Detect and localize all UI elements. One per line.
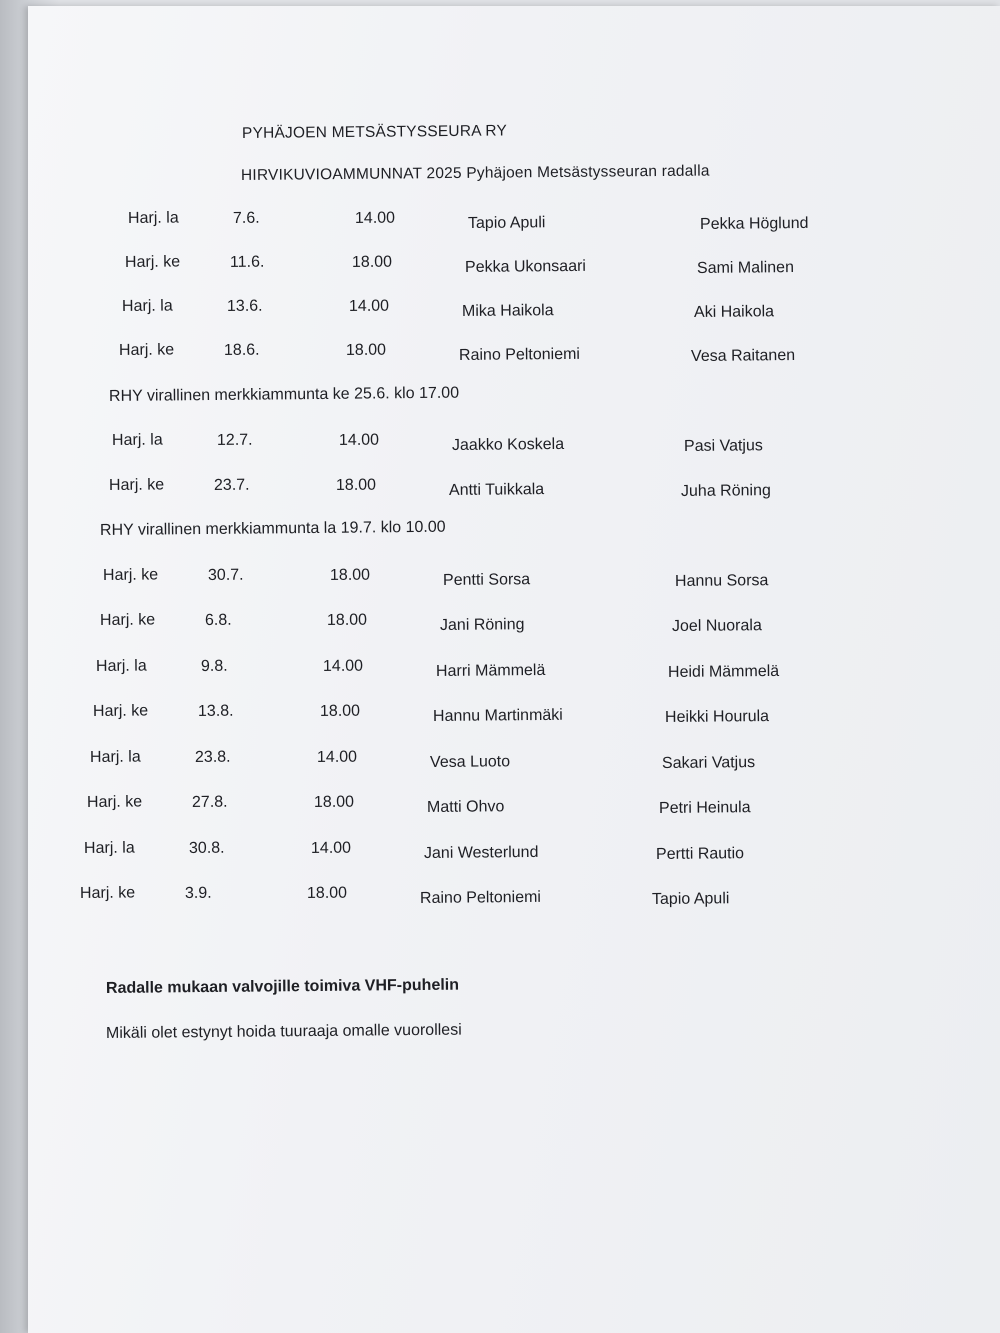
supervisor-2: Pertti Rautio	[655, 845, 744, 863]
official-event-note: RHY virallinen merkkiammunta ke 25.6. klo 17.00	[109, 384, 460, 405]
supervisor-1: Pekka Ukonsaari	[464, 257, 586, 276]
supervisor-2: Vesa Raitanen	[690, 347, 795, 365]
session-date: 27.8.	[191, 793, 228, 811]
supervisor-2: Heikki Hourula	[665, 708, 770, 726]
session-time: 18.00	[336, 476, 377, 494]
supervisor-2: Tapio Apuli	[652, 890, 730, 908]
session-type: Harj. ke	[109, 476, 165, 494]
session-date: 18.6.	[223, 341, 260, 359]
supervisor-1: Jani Westerlund	[423, 843, 539, 862]
session-date: 6.8.	[204, 611, 232, 629]
session-date: 13.6.	[226, 297, 263, 315]
session-date: 3.9.	[185, 884, 213, 902]
supervisor-2: Pekka Höglund	[699, 214, 809, 233]
session-time: 14.00	[354, 209, 396, 227]
session-time: 18.00	[326, 611, 367, 629]
document-subtitle: HIRVIKUVIOAMMUNNAT 2025 Pyhäjoen Metsästysseuran radalla	[240, 162, 710, 184]
supervisor-1: Raino Peltoniemi	[458, 345, 580, 364]
session-time: 14.00	[323, 657, 364, 675]
session-date: 13.8.	[198, 702, 234, 720]
session-type: Harj. ke	[102, 566, 159, 584]
session-type: Harj. la	[112, 431, 164, 449]
supervisor-1: Vesa Luoto	[429, 752, 511, 771]
official-event-note: RHY virallinen merkkiammunta la 19.7. klo 10.00	[99, 518, 446, 539]
session-time: 14.00	[310, 839, 351, 857]
session-time: 18.00	[313, 793, 354, 811]
supervisor-1: Raino Peltoniemi	[420, 888, 542, 907]
session-type: Harj. la	[127, 209, 179, 227]
session-type: Harj. la	[83, 839, 135, 857]
supervisor-2: Petri Heinula	[658, 799, 751, 817]
session-type: Harj. la	[121, 297, 173, 315]
session-time: 18.00	[320, 702, 361, 720]
paper-sheet	[28, 6, 1000, 1333]
supervisor-1: Matti Ohvo	[426, 797, 505, 816]
session-date: 23.8.	[194, 748, 231, 766]
supervisor-2: Aki Haikola	[693, 303, 774, 321]
session-date: 30.7.	[207, 566, 244, 584]
supervisor-2: Hannu Sorsa	[674, 572, 769, 590]
session-type: Harj. ke	[124, 253, 181, 271]
supervisor-1: Harri Mämmelä	[436, 661, 546, 680]
session-type: Harj. la	[96, 657, 148, 675]
session-date: 23.7.	[214, 476, 250, 494]
supervisor-2: Juha Röning	[681, 482, 772, 500]
session-time: 14.00	[316, 748, 358, 766]
supervisor-1: Antti Tuikkala	[449, 480, 545, 499]
session-time: 14.00	[339, 431, 380, 449]
session-time: 18.00	[345, 341, 386, 359]
supervisor-1: Mika Haikola	[461, 301, 554, 320]
session-time: 18.00	[307, 884, 348, 902]
session-date: 30.8.	[188, 839, 225, 857]
session-date: 11.6.	[229, 253, 265, 271]
session-date: 12.7.	[217, 431, 254, 449]
session-time: 14.00	[348, 297, 389, 315]
supervisor-2: Heidi Mämmelä	[668, 662, 780, 681]
footer-note-vhf: Radalle mukaan valvojille toimiva VHF-puhelin	[105, 976, 460, 997]
supervisor-2: Sakari Vatjus	[661, 754, 756, 772]
session-type: Harj. ke	[86, 793, 143, 811]
supervisor-1: Jaakko Koskela	[452, 435, 565, 454]
session-date: 7.6.	[232, 209, 260, 227]
supervisor-1: Jani Röning	[439, 615, 525, 634]
session-type: Harj. ke	[118, 341, 174, 359]
organization-title: PYHÄJOEN METSÄSTYSSEURA RY	[241, 122, 508, 142]
session-type: Harj. ke	[99, 611, 155, 629]
session-type: Harj. ke	[80, 884, 136, 902]
session-time: 18.00	[329, 566, 370, 584]
supervisor-2: Pasi Vatjus	[684, 437, 764, 455]
supervisor-2: Joel Nuorala	[671, 617, 762, 635]
supervisor-1: Tapio Apuli	[467, 213, 546, 232]
session-type: Harj. ke	[93, 702, 149, 720]
footer-note-substitute: Mikäli olet estynyt hoida tuuraaja omalle vuorollesi	[105, 1021, 462, 1042]
session-type: Harj. la	[89, 748, 141, 766]
session-time: 18.00	[351, 253, 393, 271]
supervisor-1: Hannu Martinmäki	[433, 706, 564, 725]
supervisor-1: Pentti Sorsa	[442, 570, 531, 589]
session-date: 9.8.	[201, 657, 229, 675]
supervisor-2: Sami Malinen	[696, 259, 794, 277]
